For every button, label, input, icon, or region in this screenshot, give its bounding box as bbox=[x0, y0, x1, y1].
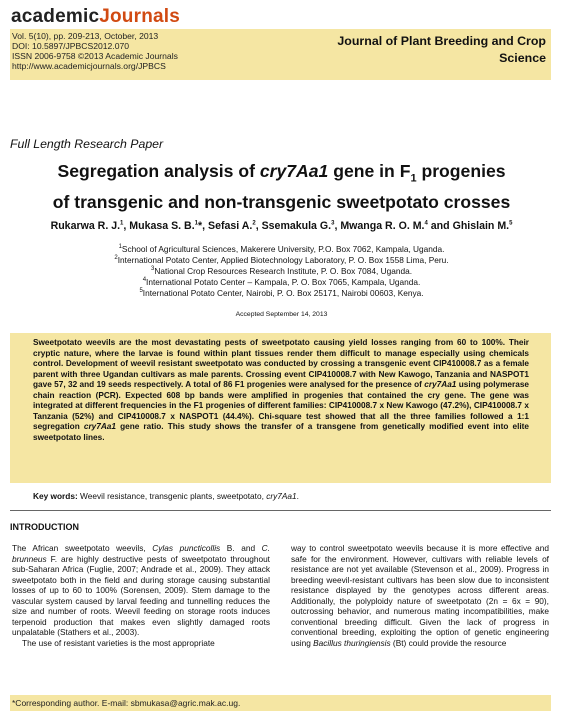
paper-type: Full Length Research Paper bbox=[10, 137, 164, 151]
keywords: Key words: Weevil resistance, transgenic plants, sweetpotato, cry7Aa1. bbox=[33, 491, 299, 501]
paragraph: The use of resistant varieties is the most appropriate bbox=[22, 637, 215, 648]
author: Sefasi A. bbox=[208, 220, 253, 232]
journal-name: Journal of Plant Breeding and Crop Science bbox=[337, 34, 546, 65]
body-column-left bbox=[12, 543, 270, 648]
author-list: Rukarwa R. J.$^1$, Mukasa S. B.$^1$*, Sefasi A.$^2$, Ssemakula G.$^3$, Mwanga R. O. M.$^4$ and Ghislain M.$^5$ bbox=[50, 220, 513, 232]
author: Mukasa S. B. bbox=[129, 220, 195, 232]
affiliation: $^2$International Potato Center, Applied Biotechnology Laboratory, P. O. Box 1558 Lima, Peru. bbox=[114, 255, 449, 265]
abstract-text: Sweetpotato weevils are the most devastating pests of sweetpotato causing yield losses ranging from 60 to 100%. Their cryptic nature, where the larvae is found within plant tissues render them difficult to manage especially using chemicals control. Development of weevil resistant sweetpotato was conducted by crossing a transgenic event CIP410008.7 as a female parent with three Ugandan cultivars as male parents. Crossing event CIP410008.7 with New Kawogo, Tanzania and NASPOT1 gave 57, 32 and 19 seeds respectively. A total of 86 F1 progenies were analysed for the presence of cry7Aa1 using polymerase chain reaction (PCR). Expected 608 bp bands were amplified in progenies that contained the cry gene. The gene was integrated at different frequencies in the F1 progenies of different families: CIP410008.7 x New Kawogo (47.2%), CIP410008.7 x Tanzania (52%) and CIP410008.7 x NASPOT1 (44.4%). Chi-square test showed that all the three families followed a 1:1 segregation cry7Aa1 gene ratio. This study shows the transfer of a transgene from genetically modified event into elite sweetpotato lines. bbox=[33, 338, 529, 442]
affiliation: $^3$National Crop Resources Research Institute, P. O. Box 7084, Uganda. bbox=[151, 266, 412, 276]
section-heading-introduction: INTRODUCTION bbox=[10, 522, 79, 532]
author: Ssemakula G. bbox=[261, 220, 332, 232]
author: Rukarwa R. J. bbox=[50, 220, 121, 232]
affiliation: $^5$International Potato Center, Nairobi, P. O. Box 25171, Nairobi 00603, Kenya. bbox=[139, 288, 424, 298]
corresponding-author-footnote: *Corresponding author. E-mail: sbmukasa@agric.mak.ac.ug. bbox=[12, 698, 241, 708]
affiliation: $^4$International Potato Center – Kampala, P. O. Box 7065, Kampala, Uganda. bbox=[142, 277, 421, 287]
paragraph: way to control sweetpotato weevils because it is more effective and safe for the environment. However, cultivars with reliable levels of resistance are not yet available (Stevenson et al., 2009). Progress in breeding weevil-resistant cultivars has been slow due to inconsistent resistance displayed by the genotypes across different areas. Additionally, the polyploidy nature of sweetpotato (2n = 6x = 90), outcrossing behavior, and numerous mating incompatibilities, make conventional breeding difficult. Given the lack of progress in conventional breeding, exploiting the option of genetic engineering using Bacillus thuringiensis (Bt) could provide the resource bbox=[291, 543, 549, 648]
volume-info: Vol. 5(10), pp. 209-213, October, 2013 DOI: 10.5897/JPBCS2012.070 ISSN 2006-9758 ©2013 Academic Journals http://www.academicjournals.org/JPBCS bbox=[12, 31, 178, 72]
journal-logo: academicJournals bbox=[11, 6, 181, 27]
affiliation: $^1$School of Agricultural Sciences, Makerere University, P.O. Box 7062, Kampala, Uganda. bbox=[118, 244, 445, 254]
affiliations bbox=[0, 244, 563, 299]
paper-title: Segregation analysis of cry7Aa1 gene in $F_1$ progenies of transgenic and non-transgenic sweetpotato crosses bbox=[52, 161, 511, 212]
section-divider bbox=[10, 510, 551, 511]
journal-url[interactable]: http://www.academicjournals.org/JPBCS bbox=[12, 61, 166, 72]
author: Ghislain M. bbox=[452, 220, 510, 232]
paragraph: The African sweetpotato weevils, Cylas puncticollis B. and C. brunneus F. are highly destructive pests of sweetpotato throughout sub-Saharan Africa (Fuglie, 2007; Andrade et al., 2009). They attack sweetpotato both in the field and during storage causing substantial losses of up to 60 to 100% (Sorensen, 2009). Stem damage to the vascular system caused by larval feeding and tunnelling reduces the size and number of roots. Weevil feeding on storage roots induces terpenoid production that makes even slightly damaged roots unpalatable (Stathers et al., 2003). bbox=[12, 543, 270, 637]
accepted-date: Accepted September 14, 2013 bbox=[235, 311, 328, 318]
body-column-right bbox=[291, 543, 549, 648]
author: Mwanga R. O. M. bbox=[340, 220, 425, 232]
